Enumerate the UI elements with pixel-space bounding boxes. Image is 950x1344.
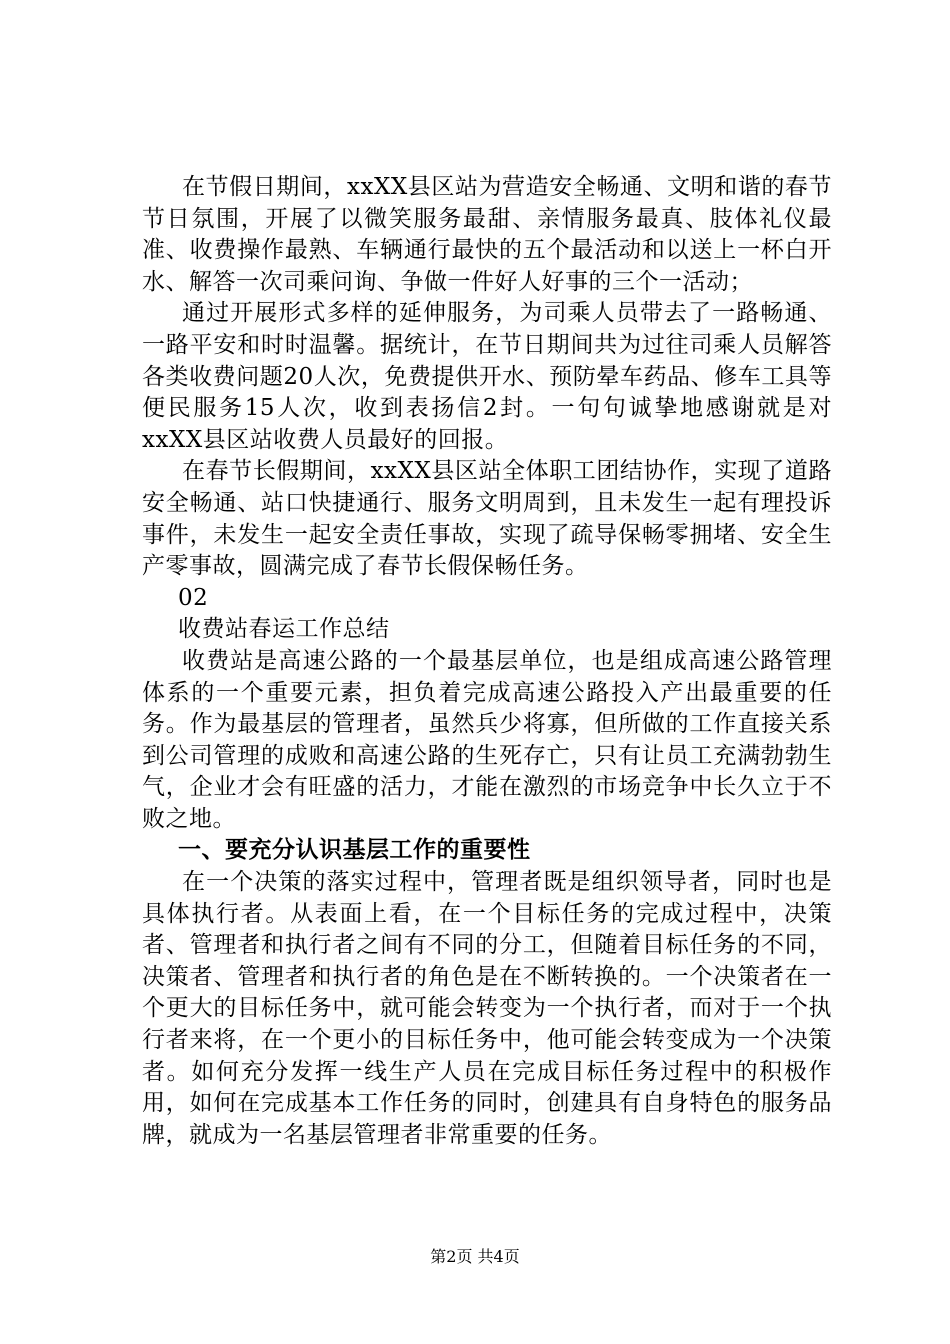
paragraph-3: 在春节长假期间，xxXX县区站全体职工团结协作，实现了道路安全畅通、站口快捷通行、服务文明周到，且未发生一起有理投诉事件，未发生一起安全责任事故，实现了疏导保畅零拥堵、安全生产零事故，圆满完成了春节长假保畅任务。 (142, 458, 832, 580)
paragraph-1: 在节假日期间，xxXX县区站为营造安全畅通、文明和谐的春节节日氛围，开展了以微笑服务最甜、亲情服务最真、肢体礼仪最准、收费操作最熟、车辆通行最快的五个最活动和以送上一杯白开水、解答一次司乘问询、争做一件好人好事的三个一活动； (142, 174, 832, 295)
section-number: 02 (178, 584, 209, 611)
paragraph-2: 通过开展形式多样的延伸服务，为司乘人员带去了一路畅通、一路平安和时时温馨。据统计，在节日期间共为过往司乘人员解答各类收费问题20人次，免费提供开水、预防晕车药品、修车工具等便民服务15人次，收到表扬信2封。一句句诚挚地感谢就是对xxXX县区站收费人员最好的回报。 (142, 300, 832, 453)
section-paragraph: 收费站是高速公路的一个最基层单位，也是组成高速公路管理体系的一个重要元素，担负着完成高速公路投入产出最重要的任务。作为最基层的管理者，虽然兵少将寡，但所做的工作直接关系到公司管理的成败和高速公路的生死存亡，只有让员工充满勃勃生气，企业才会有旺盛的活力，才能在激烈的市场竞争中长久立于不败之地。 (142, 647, 832, 832)
heading-1: 一、要充分认识基层工作的重要性 (178, 837, 531, 864)
document-body (142, 172, 832, 1151)
section-title: 收费站春运工作总结 (178, 616, 390, 643)
page-footer: 第2页 共4页 (430, 1247, 520, 1266)
heading-1-paragraph: 在一个决策的落实过程中，管理者既是组织领导者，同时也是具体执行者。从表面上看，在一个目标任务的完成过程中，决策者、管理者和执行者之间有不同的分工，但随着目标任务的不同，决策者、管理者和执行者的角色是在不断转换的。一个决策者在一个更大的目标任务中，就可能会转变为一个执行者，而对于一个执行者来将，在一个更小的目标任务中，他可能会转变成为一个决策者。如何充分发挥一线生产人员在完成目标任务过程中的积极作用，如何在完成基本工作任务的同时，创建具有自身特色的服务品牌，就成为一名基层管理者非常重要的任务。 (142, 869, 832, 1148)
